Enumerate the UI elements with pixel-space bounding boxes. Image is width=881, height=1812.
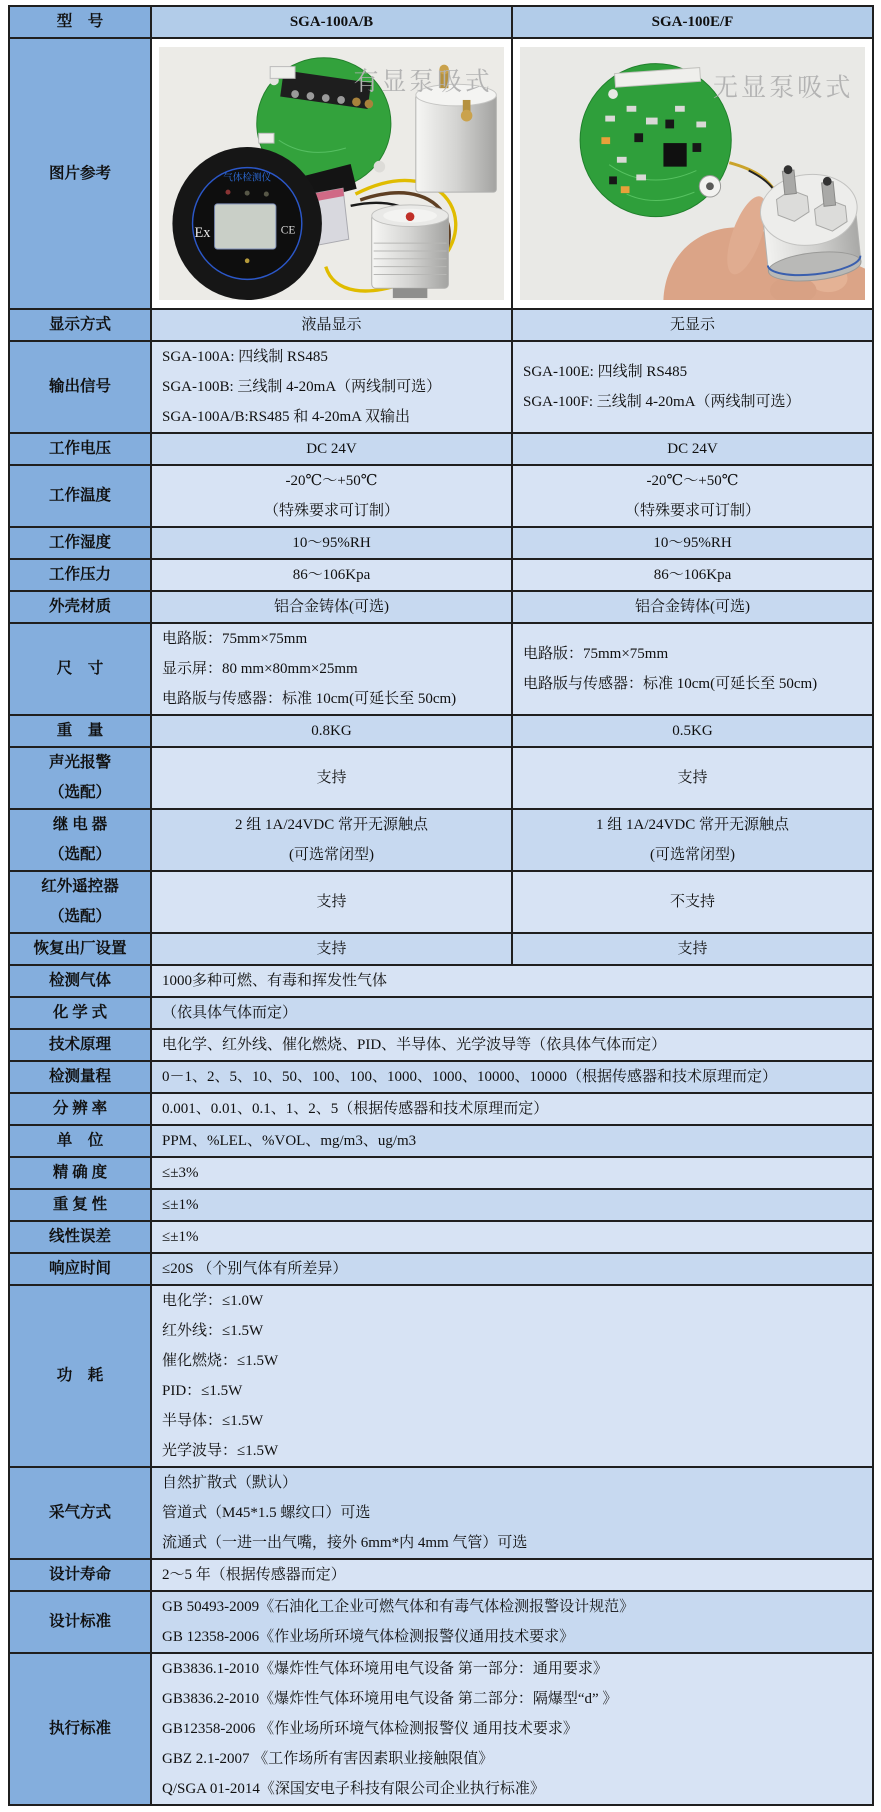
spec-value-cell (513, 310, 872, 340)
spec-value-cell (513, 872, 872, 932)
spec-row-factory-reset (10, 932, 872, 964)
sensor-red-dot (406, 212, 415, 221)
row-label: 显示方式 (48, 316, 111, 333)
row-label: （选配） (48, 908, 111, 925)
image-reference-label-cell (10, 39, 152, 308)
value-line: 光学波导：≤1.5W (162, 1443, 279, 1459)
spec-value-cell (152, 466, 513, 526)
row-label: 继 电 器 (52, 816, 108, 833)
row-label-cell (10, 1158, 152, 1188)
row-label: 重 复 性 (52, 1196, 108, 1213)
row-label-cell (10, 592, 152, 622)
value-line: 86～106Kpa (653, 567, 732, 583)
row-label: 执行标准 (48, 1720, 111, 1737)
row-label: 技术原理 (48, 1036, 111, 1053)
model-label-cell (10, 7, 152, 37)
spec-value-cell (513, 342, 872, 432)
row-label: 单 位 (56, 1132, 104, 1149)
row-label-cell (10, 1222, 152, 1252)
row-label: 功 耗 (56, 1367, 104, 1384)
value-line: ≤±1% (162, 1197, 199, 1213)
value-line: -20℃～+50℃ (285, 473, 378, 489)
spec-value-cell (513, 434, 872, 464)
spec-value-cell (152, 966, 872, 996)
row-label-cell (10, 434, 152, 464)
spec-value-cell (152, 1254, 872, 1284)
spec-value-cell (513, 934, 872, 964)
spec-value-cell (152, 1190, 872, 1220)
row-label: 红外遥控器 (41, 878, 119, 895)
value-line: PPM、%LEL、%VOL、mg/m3、ug/m3 (162, 1133, 417, 1149)
spec-value-cell (152, 434, 513, 464)
value-line: GB 12358-2006《作业场所环境气体检测报警仪通用技术要求》 (162, 1629, 575, 1645)
spec-value-cell (152, 1654, 872, 1804)
value-line: 电化学：≤1.0W (162, 1293, 264, 1309)
spec-value-cell (513, 466, 872, 526)
spec-row-response-time (10, 1252, 872, 1284)
row-label-cell (10, 1560, 152, 1590)
row-label: 设计标准 (48, 1613, 111, 1630)
spec-value-cell (152, 934, 513, 964)
value-line: （特殊要求可订制） (624, 503, 760, 519)
spec-value-cell (513, 716, 872, 746)
watermark-left: 有显泵吸式 (353, 68, 493, 97)
value-line: 支持 (316, 894, 347, 910)
value-line: DC 24V (306, 441, 357, 457)
value-line: GB3836.1-2010《爆炸性气体环境用电气设备 第一部分：通用要求》 (162, 1661, 608, 1677)
value-line: GB3836.2-2010《爆炸性气体环境用电气设备 第二部分：隔爆型“d” 》 (162, 1691, 618, 1707)
product-photo-left (159, 47, 504, 300)
spec-value-cell (152, 1592, 872, 1652)
spec-value-cell (152, 1030, 872, 1060)
model-a-header-cell (152, 7, 513, 37)
spec-row-detected-gas (10, 964, 872, 996)
spec-row-working-voltage (10, 432, 872, 464)
spec-value-cell (152, 310, 513, 340)
value-line: ≤±1% (162, 1229, 199, 1245)
value-line: 铝合金铸体(可选) (635, 599, 750, 615)
row-label-cell (10, 528, 152, 558)
spec-value-cell (152, 1222, 872, 1252)
value-line: 自然扩散式（默认） (162, 1475, 298, 1491)
row-label: 恢复出厂设置 (33, 940, 127, 957)
table-header-row (10, 7, 872, 37)
value-line: 电路版：75mm×75mm (523, 646, 669, 662)
spec-row-technical-principle (10, 1028, 872, 1060)
value-line: （依具体气体而定） (162, 1005, 298, 1021)
spec-row-working-pressure (10, 558, 872, 590)
spec-value-cell (152, 1126, 872, 1156)
spec-value-cell (513, 560, 872, 590)
row-label-cell (10, 310, 152, 340)
spec-row-resolution (10, 1092, 872, 1124)
spec-value-cell (152, 998, 872, 1028)
detector-ce-mark: CE (280, 223, 296, 237)
product-photo-left-cell (152, 39, 513, 308)
value-line: 电化学、红外线、催化燃烧、PID、半导体、光学波导等（依具体气体而定） (162, 1037, 667, 1053)
row-label: 工作电压 (48, 440, 111, 457)
spec-row-power-consumption (10, 1284, 872, 1466)
value-line: SGA-100E: 四线制 RS485 (523, 364, 688, 380)
photo-right-illustration (520, 47, 865, 300)
spec-row-shell-material (10, 590, 872, 622)
value-line: (可选常闭型) (650, 847, 735, 863)
value-line: 1000多种可燃、有毒和挥发性气体 (162, 973, 388, 989)
gas-detector (172, 147, 322, 300)
spec-row-working-humidity (10, 526, 872, 558)
value-line: 2 组 1A/24VDC 常开无源触点 (235, 817, 428, 833)
spec-value-cell (152, 1286, 872, 1466)
spec-row-unit (10, 1124, 872, 1156)
value-line: 半导体：≤1.5W (162, 1413, 264, 1429)
row-label-cell (10, 466, 152, 526)
spec-value-cell (513, 810, 872, 870)
row-label-cell (10, 342, 152, 432)
pcb-board-bare (580, 64, 731, 217)
spec-row-detection-range (10, 1060, 872, 1092)
value-line: 支持 (677, 770, 708, 786)
model-a-name: SGA-100A/B (289, 14, 374, 30)
spec-row-ir-remote (10, 870, 872, 932)
row-label: （选配） (48, 784, 111, 801)
value-line: 支持 (316, 770, 347, 786)
value-line: 支持 (677, 941, 708, 957)
model-label: 型 号 (56, 13, 104, 30)
row-label: 重 量 (56, 722, 104, 739)
spec-value-cell (152, 1560, 872, 1590)
row-label: 尺 寸 (56, 660, 104, 677)
spec-value-cell (152, 748, 513, 808)
row-label-cell (10, 716, 152, 746)
row-label: 输出信号 (48, 378, 111, 395)
value-line: 显示屏：80 mm×80mm×25mm (162, 661, 358, 677)
spec-value-cell (152, 560, 513, 590)
row-label-cell (10, 966, 152, 996)
spec-table (8, 5, 874, 1806)
photo-left-illustration (159, 47, 504, 300)
value-line: SGA-100A: 四线制 RS485 (162, 349, 328, 365)
value-line: SGA-100A/B:RS485 和 4-20mA 双输出 (162, 409, 410, 425)
row-label: 分 辨 率 (52, 1100, 108, 1117)
value-line: 1 组 1A/24VDC 常开无源触点 (596, 817, 789, 833)
value-line: SGA-100B: 三线制 4-20mA（两线制可选） (162, 379, 442, 395)
row-label-cell (10, 810, 152, 870)
value-line: （特殊要求可订制） (263, 503, 399, 519)
spec-value-cell (152, 716, 513, 746)
value-line: GB 50493-2009《石油化工企业可燃气体和有毒气体检测报警设计规范》 (162, 1599, 635, 1615)
spec-value-cell (152, 528, 513, 558)
spec-value-cell (152, 810, 513, 870)
spec-value-cell (152, 872, 513, 932)
value-line: 电路版与传感器：标准 10cm(可延长至 50cm) (162, 691, 457, 707)
row-label: 化 学 式 (52, 1004, 108, 1021)
spec-row-audible-visual-alarm (10, 746, 872, 808)
value-line: 流通式（一进一出气嘴，接外 6mm*内 4mm 气管）可选 (162, 1535, 528, 1551)
spec-value-cell (152, 1094, 872, 1124)
row-label-cell (10, 560, 152, 590)
row-label-cell (10, 1286, 152, 1466)
value-line: 支持 (316, 941, 347, 957)
row-label: 检测气体 (48, 972, 111, 989)
spec-row-output-signal (10, 340, 872, 432)
row-label: 工作湿度 (48, 534, 111, 551)
value-line: GBZ 2.1-2007 《工作场所有害因素职业接触限值》 (162, 1751, 494, 1767)
spec-value-cell (513, 592, 872, 622)
row-label: 精 确 度 (52, 1164, 108, 1181)
value-line: SGA-100F: 三线制 4-20mA（两线制可选） (523, 394, 801, 410)
row-label: 线性误差 (48, 1228, 111, 1245)
row-label-cell (10, 624, 152, 714)
row-label: 工作温度 (48, 487, 111, 504)
row-label-cell (10, 1468, 152, 1558)
value-line: DC 24V (667, 441, 718, 457)
detector-title-text: 气体检测仪 (223, 172, 272, 184)
value-line: 电路版与传感器：标准 10cm(可延长至 50cm) (523, 676, 818, 692)
row-label: （选配） (48, 846, 111, 863)
value-line: 管道式（M45*1.5 螺纹口）可选 (162, 1505, 371, 1521)
spec-value-cell (152, 592, 513, 622)
value-line: 不支持 (669, 894, 715, 910)
spec-value-cell (152, 1158, 872, 1188)
spec-rows (10, 308, 872, 1804)
spec-row-design-standard (10, 1590, 872, 1652)
sensor-cylinder-ribbed (372, 205, 449, 298)
spec-row-relay (10, 808, 872, 870)
row-label-cell (10, 1094, 152, 1124)
row-label-cell (10, 1190, 152, 1220)
model-e-header-cell (513, 7, 872, 37)
spec-row-chemical-formula (10, 996, 872, 1028)
row-label: 检测量程 (48, 1068, 111, 1085)
row-label: 响应时间 (48, 1260, 111, 1277)
spec-row-dimensions (10, 622, 872, 714)
model-e-name: SGA-100E/F (651, 14, 734, 30)
row-label-cell (10, 872, 152, 932)
product-photo-right-cell (513, 39, 872, 308)
value-line: ≤±3% (162, 1165, 199, 1181)
value-line: 86～106Kpa (292, 567, 371, 583)
value-line: 铝合金铸体(可选) (274, 599, 389, 615)
image-reference-row (10, 37, 872, 308)
spec-value-cell (152, 342, 513, 432)
row-label-cell (10, 1592, 152, 1652)
row-label: 声光报警 (48, 754, 111, 771)
spec-row-display-mode (10, 308, 872, 340)
value-line: 0.001、0.01、0.1、1、2、5（根据传感器和技术原理而定） (162, 1101, 549, 1117)
spec-row-working-temperature (10, 464, 872, 526)
value-line: 无显示 (669, 317, 715, 333)
spec-row-linearity-error (10, 1220, 872, 1252)
spec-value-cell (152, 624, 513, 714)
spec-value-cell (513, 528, 872, 558)
row-label-cell (10, 934, 152, 964)
spec-value-cell (152, 1468, 872, 1558)
row-label-cell (10, 748, 152, 808)
value-line: 液晶显示 (301, 317, 362, 333)
value-line: 0.8KG (311, 723, 352, 739)
row-label-cell (10, 1062, 152, 1092)
row-label: 采气方式 (48, 1504, 111, 1521)
watermark-right: 无显泵吸式 (712, 73, 854, 103)
value-line: 0－1、2、5、10、50、100、100、1000、1000、10000、10000（根据传感器和技术原理而定） (162, 1069, 778, 1085)
row-label-cell (10, 1654, 152, 1804)
value-line: ≤20S （个别气体有所差异） (162, 1261, 348, 1277)
value-line: 10～95%RH (653, 535, 732, 551)
spec-value-cell (152, 1062, 872, 1092)
value-line: 0.5KG (672, 723, 713, 739)
spec-row-execution-standard (10, 1652, 872, 1804)
detector-ex-mark: Ex (194, 225, 211, 242)
image-reference-label: 图片参考 (48, 164, 111, 182)
spec-value-cell (513, 624, 872, 714)
row-label: 外壳材质 (48, 598, 111, 615)
row-label-cell (10, 1254, 152, 1284)
value-line: (可选常闭型) (289, 847, 374, 863)
product-photo-right (520, 47, 865, 300)
value-line: 10～95%RH (292, 535, 371, 551)
spec-row-design-life (10, 1558, 872, 1590)
spec-row-sampling-method (10, 1466, 872, 1558)
value-line: 红外线：≤1.5W (162, 1323, 264, 1339)
spec-row-weight (10, 714, 872, 746)
spec-row-repeatability (10, 1188, 872, 1220)
spec-row-accuracy (10, 1156, 872, 1188)
row-label-cell (10, 998, 152, 1028)
value-line: 电路版：75mm×75mm (162, 631, 308, 647)
value-line: -20℃～+50℃ (646, 473, 739, 489)
value-line: PID：≤1.5W (162, 1383, 243, 1399)
value-line: GB12358-2006 《作业场所环境气体检测报警仪 通用技术要求》 (162, 1721, 578, 1737)
value-line: 催化燃烧：≤1.5W (162, 1353, 279, 1369)
row-label: 工作压力 (48, 566, 111, 583)
value-line: Q/SGA 01-2014《深国安电子科技有限公司企业执行标准》 (162, 1781, 545, 1797)
spec-value-cell (513, 748, 872, 808)
row-label-cell (10, 1030, 152, 1060)
value-line: 2～5 年（根据传感器而定） (162, 1567, 346, 1583)
row-label-cell (10, 1126, 152, 1156)
row-label: 设计寿命 (48, 1566, 111, 1583)
